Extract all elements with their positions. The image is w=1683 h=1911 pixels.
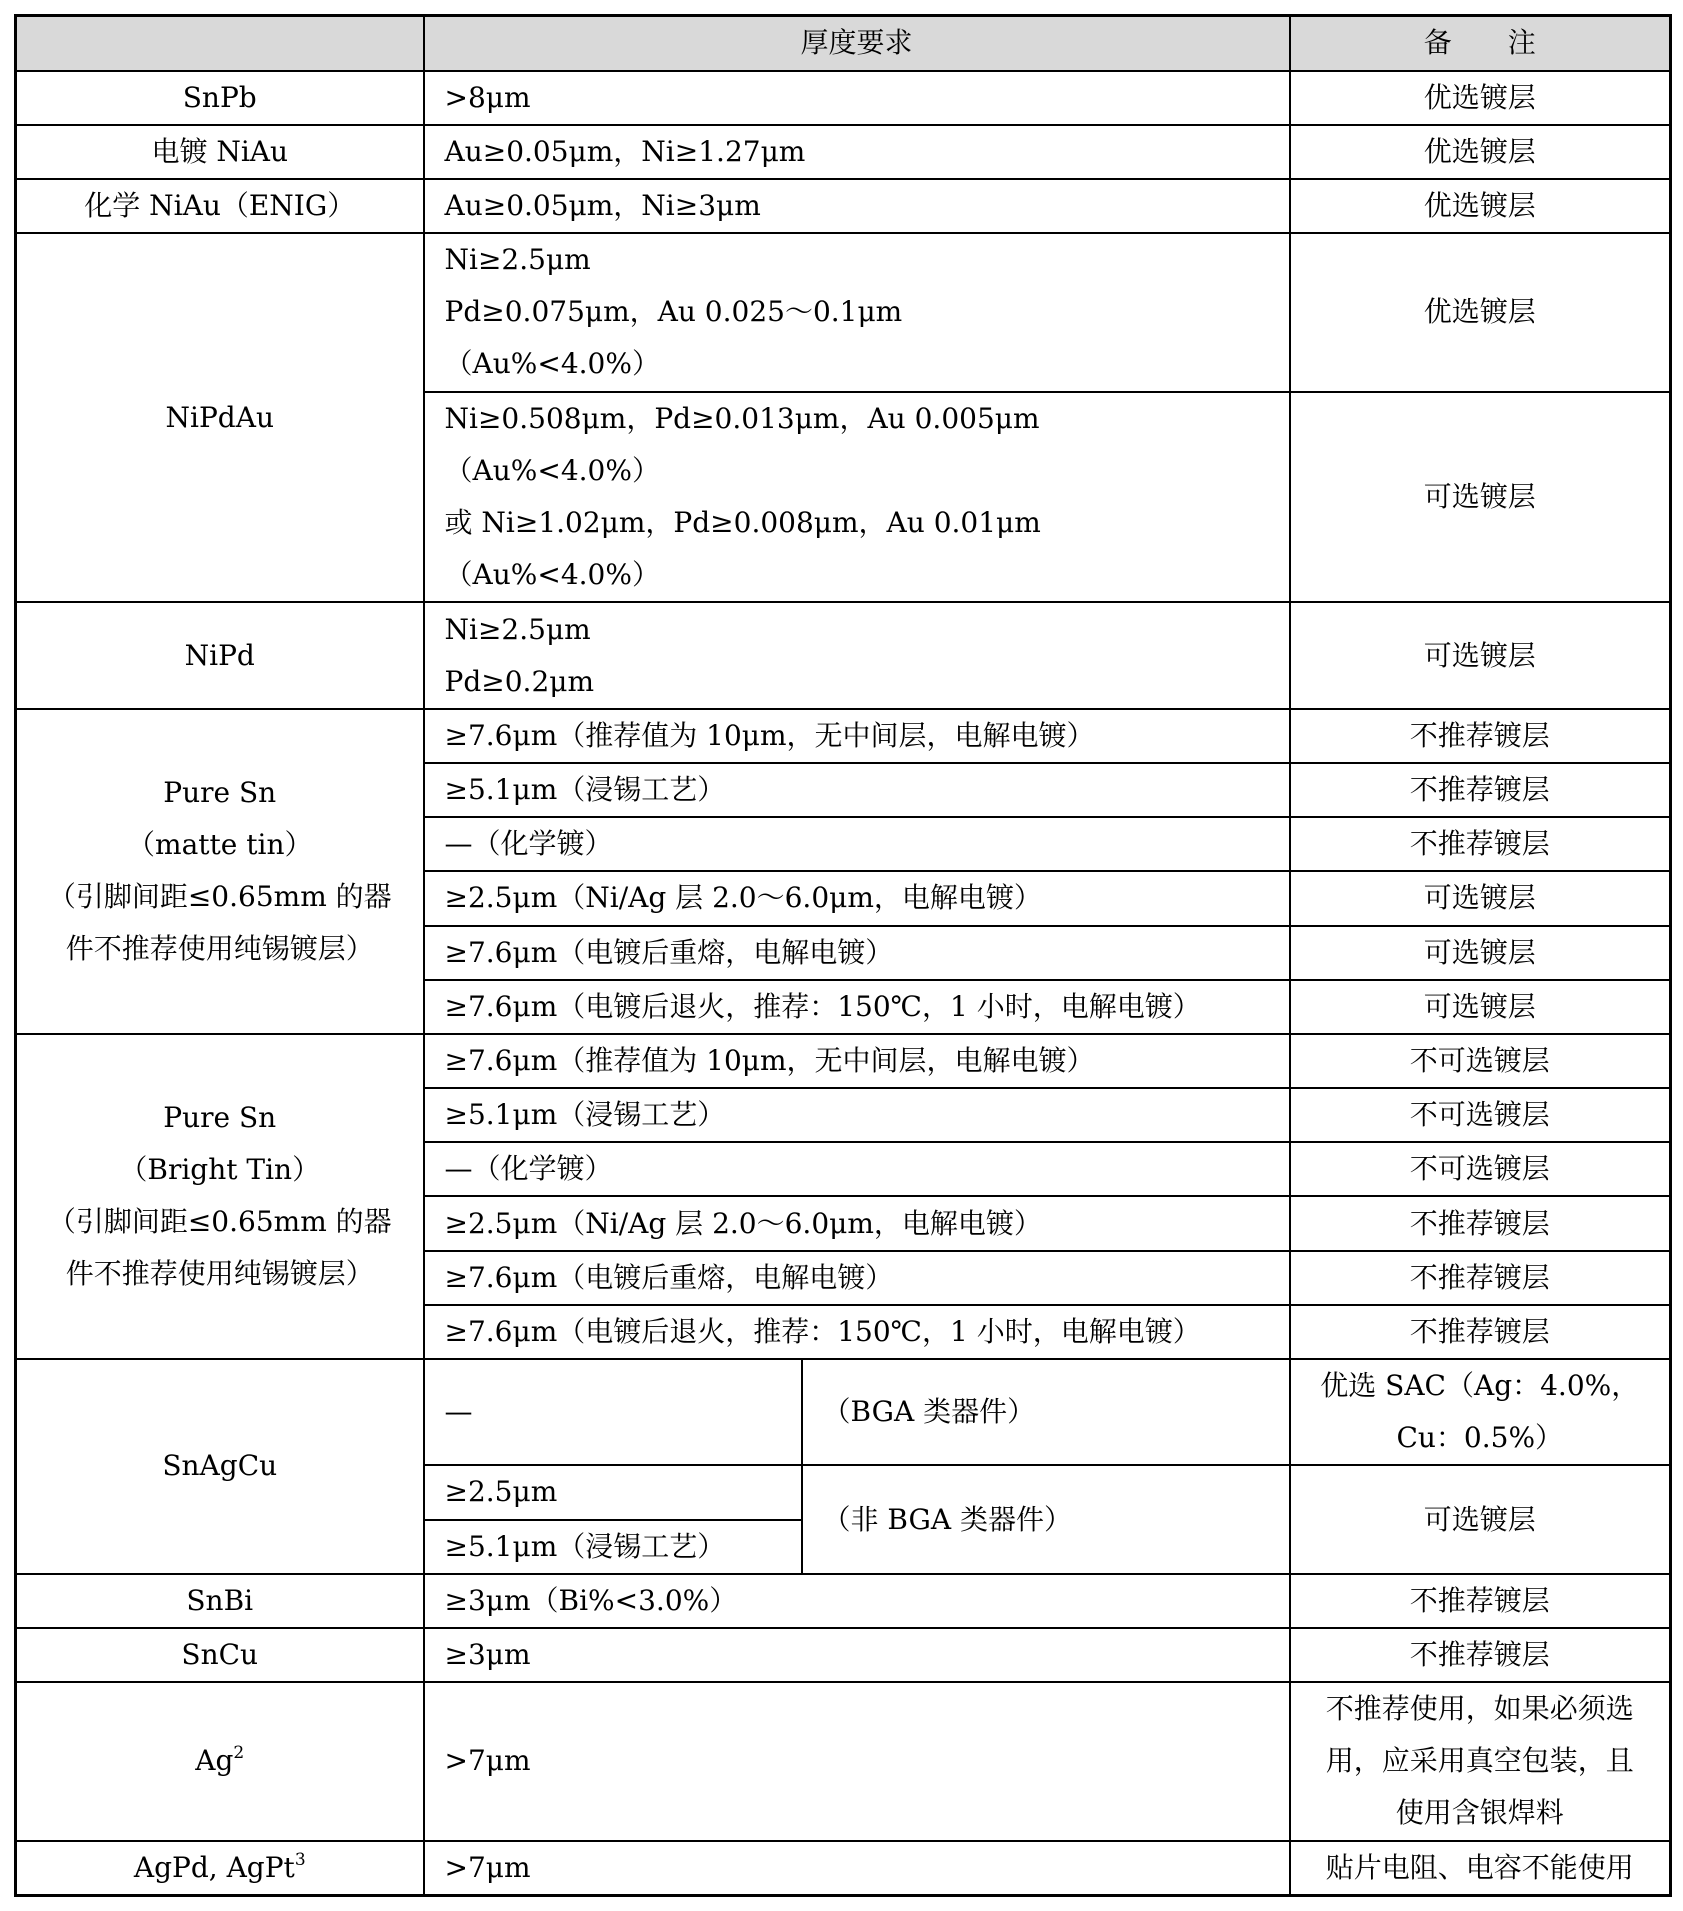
material-cell — [16, 1682, 424, 1841]
table-row — [16, 71, 1671, 125]
thickness-line: 或 Ni≥1.02μm，Pd≥0.008μm，Au 0.01μm — [444, 506, 1041, 539]
thickness-cell: Au≥0.05μm，Ni≥1.27μm — [424, 125, 1290, 179]
thickness-cell: ≥2.5μm（Ni/Ag 层 2.0～6.0μm，电解电镀） — [424, 1196, 1290, 1250]
thickness-cell: ≥7.6μm（电镀后重熔，电解电镀） — [424, 926, 1290, 980]
thickness-cell: ≥2.5μm（Ni/Ag 层 2.0～6.0μm，电解电镀） — [424, 871, 1290, 925]
thickness-cell: >7μm — [424, 1841, 1290, 1896]
note-cell: 不推荐镀层 — [1290, 1574, 1671, 1628]
table-row — [16, 1628, 1671, 1682]
thickness-cell: ≥5.1μm（浸锡工艺） — [424, 1520, 802, 1574]
note-cell: 可选镀层 — [1290, 980, 1671, 1034]
material-line: 件不推荐使用纯锡镀层） — [65, 932, 374, 966]
table-row — [16, 179, 1671, 233]
note-line: Cu：0.5%） — [1396, 1421, 1564, 1455]
note-cell — [1290, 1682, 1671, 1841]
thickness-cell: ≥7.6μm（电镀后退火，推荐：150℃，1 小时，电解电镀） — [424, 1305, 1290, 1359]
material-cell: 电镀 NiAu — [16, 125, 424, 179]
thickness-cell: ≥2.5μm — [424, 1465, 802, 1519]
thickness-cell: —（化学镀） — [424, 817, 1290, 871]
note-cell: 可选镀层 — [1290, 602, 1671, 708]
note-cell: 不推荐镀层 — [1290, 1305, 1671, 1359]
note-cell: 不推荐镀层 — [1290, 709, 1671, 763]
note-cell: 不推荐镀层 — [1290, 817, 1671, 871]
note-cell: 可选镀层 — [1290, 926, 1671, 980]
thickness-cell: ≥7.6μm（推荐值为 10μm，无中间层，电解电镀） — [424, 709, 1290, 763]
material-line: （matte tin） — [127, 828, 313, 862]
table-row — [16, 602, 1671, 708]
thickness-cell: ≥3μm（Bi%<3.0%） — [424, 1574, 1290, 1628]
plating-thickness-table — [14, 14, 1672, 1897]
note-cell: 优选镀层 — [1290, 71, 1671, 125]
thickness-line: Ni≥0.508μm，Pd≥0.013μm，Au 0.005μm — [444, 402, 1040, 435]
note-cell — [1290, 1359, 1671, 1465]
note-line: 不推荐使用，如果必须选 — [1325, 1692, 1634, 1726]
footnote-marker: 2 — [233, 1743, 245, 1764]
thickness-cell: ≥3μm — [424, 1628, 1290, 1682]
material-cell: 化学 NiAu（ENIG） — [16, 179, 424, 233]
table-row — [16, 709, 1671, 763]
note-cell: 优选镀层 — [1290, 125, 1671, 179]
thickness-cell: ≥5.1μm（浸锡工艺） — [424, 1088, 1290, 1142]
material-name: Ag — [195, 1744, 234, 1778]
material-line: 件不推荐使用纯锡镀层） — [65, 1257, 374, 1291]
note-cell: 贴片电阻、电容不能使用 — [1290, 1841, 1671, 1896]
note-cell: 不可选镀层 — [1290, 1088, 1671, 1142]
thickness-line: （Au%<4.0%） — [444, 454, 660, 487]
note-cell: 可选镀层 — [1290, 1465, 1671, 1573]
table-row — [16, 125, 1671, 179]
table-row — [16, 233, 1671, 392]
note-cell: 不推荐镀层 — [1290, 763, 1671, 817]
thickness-cell: —（化学镀） — [424, 1142, 1290, 1196]
thickness-cell: >8μm — [424, 71, 1290, 125]
material-cell — [16, 1841, 424, 1896]
table-row — [16, 1034, 1671, 1088]
header-note: 备 注 — [1290, 16, 1671, 71]
thickness-cell — [424, 602, 1290, 708]
thickness-cell: ≥7.6μm（推荐值为 10μm，无中间层，电解电镀） — [424, 1034, 1290, 1088]
material-cell: SnAgCu — [16, 1359, 424, 1574]
thickness-cell — [424, 233, 1290, 392]
thickness-line: （Au%<4.0%） — [444, 347, 660, 381]
material-cell — [16, 1034, 424, 1359]
note-line: 使用含银焊料 — [1395, 1796, 1564, 1830]
condition-cell: （非 BGA 类器件） — [802, 1465, 1290, 1573]
note-cell: 优选镀层 — [1290, 233, 1671, 392]
thickness-cell — [424, 392, 1290, 603]
material-cell: NiPd — [16, 602, 424, 708]
material-line: Pure Sn — [163, 776, 277, 810]
note-cell: 可选镀层 — [1290, 871, 1671, 925]
note-cell: 不推荐镀层 — [1290, 1251, 1671, 1305]
thickness-cell: ≥7.6μm（电镀后退火，推荐：150℃，1 小时，电解电镀） — [424, 980, 1290, 1034]
material-name: AgPd, AgPt — [133, 1850, 295, 1884]
material-cell — [16, 709, 424, 1034]
header-thickness: 厚度要求 — [424, 16, 1290, 71]
note-cell: 可选镀层 — [1290, 392, 1671, 603]
thickness-cell: — — [424, 1359, 802, 1465]
thickness-cell: >7μm — [424, 1682, 1290, 1841]
table-row — [16, 1841, 1671, 1896]
footnote-marker: 3 — [294, 1849, 306, 1870]
thickness-line: Pd≥0.075μm，Au 0.025～0.1μm — [444, 295, 903, 329]
table-row — [16, 1359, 1671, 1465]
header-material — [16, 16, 424, 71]
thickness-cell: ≥7.6μm（电镀后重熔，电解电镀） — [424, 1251, 1290, 1305]
thickness-line: Ni≥2.5μm — [444, 243, 591, 277]
thickness-cell: ≥5.1μm（浸锡工艺） — [424, 763, 1290, 817]
note-cell: 不可选镀层 — [1290, 1142, 1671, 1196]
header-row — [16, 16, 1671, 71]
material-line: （引脚间距≤0.65mm 的器 — [47, 880, 392, 914]
material-cell: NiPdAu — [16, 233, 424, 602]
thickness-line: Pd≥0.2μm — [444, 664, 595, 698]
thickness-cell: Au≥0.05μm，Ni≥3μm — [424, 179, 1290, 233]
note-cell: 优选镀层 — [1290, 179, 1671, 233]
material-cell: SnBi — [16, 1574, 424, 1628]
condition-cell: （BGA 类器件） — [802, 1359, 1290, 1465]
thickness-line: （Au%<4.0%） — [444, 558, 660, 591]
table-row — [16, 1682, 1671, 1841]
material-cell: SnPb — [16, 71, 424, 125]
note-line: 优选 SAC（Ag：4.0%， — [1320, 1369, 1640, 1403]
material-line: （引脚间距≤0.65mm 的器 — [47, 1205, 392, 1239]
note-line: 用，应采用真空包装，且 — [1325, 1744, 1634, 1778]
note-cell: 不推荐镀层 — [1290, 1196, 1671, 1250]
table-row — [16, 1574, 1671, 1628]
note-cell: 不可选镀层 — [1290, 1034, 1671, 1088]
material-line: Pure Sn — [163, 1101, 277, 1135]
note-cell: 不推荐镀层 — [1290, 1628, 1671, 1682]
material-cell: SnCu — [16, 1628, 424, 1682]
material-line: （Bright Tin） — [119, 1153, 321, 1187]
thickness-line: Ni≥2.5μm — [444, 612, 591, 646]
